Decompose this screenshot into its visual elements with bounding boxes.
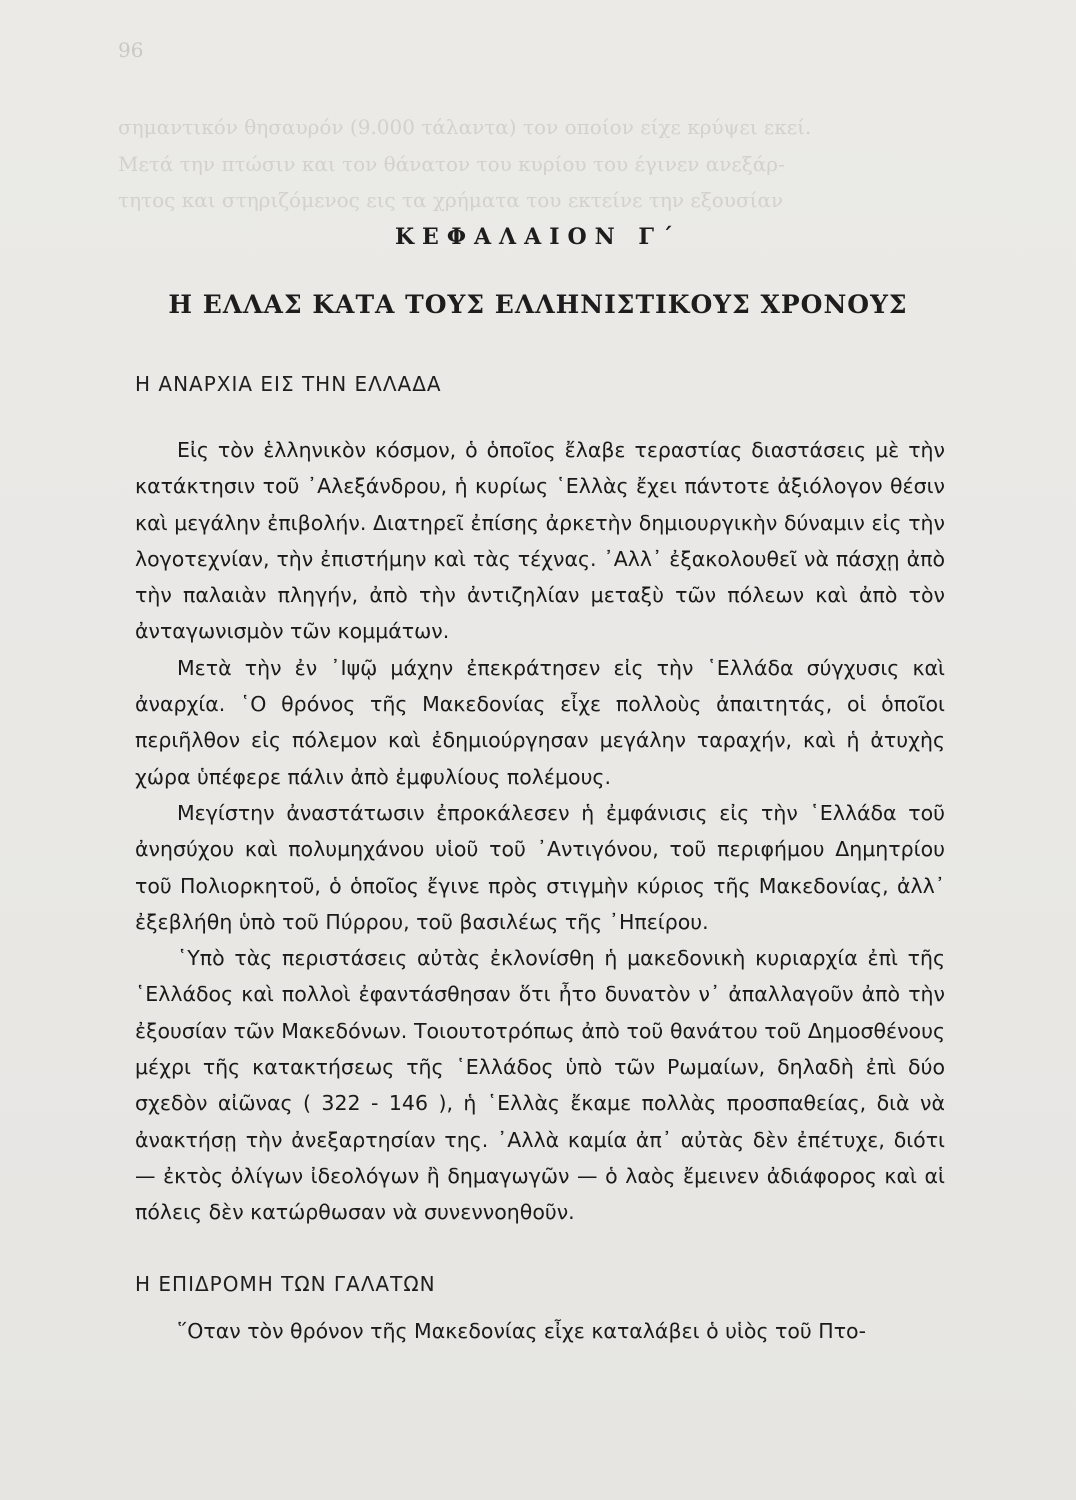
chapter-label: ΚΕΦΑΛΑΙΟΝ Γ΄ [394,224,682,250]
section-heading-anarchy: Η ΑΝΑΡΧΙΑ ΕΙΣ ΤΗΝ ΕΛΛΑΔΑ [135,372,442,396]
bleed-through-line: Μετά την πτώσιν και τον θάνατον του κυρίου του έγινεν ανεξάρ- [118,152,785,176]
paragraph: Μετὰ τὴν ἐν ᾿Ιψῷ μάχην ἐπεκράτησεν εἰς τὴν ῾Ελλάδα σύγχυσις καὶ ἀναρχία. ῾Ο θρόνος τῆς Μακεδονίας εἶχε πολλοὺς ἀπαιτητάς, οἱ ὁποῖοι περιῆλθον εἰς πόλεμον καὶ ἐδημιούργησαν μεγάλην ταραχήν, καὶ ἡ ἀτυχὴς χώρα ὑπέφερε πάλιν ἀπὸ ἐμφυλίους πολέμους. [135,655,945,789]
bleed-through-line: σημαντικόν θησαυρόν (9.000 τάλαντα) τον οποίον είχε κρύψει εκεί. [118,115,812,139]
paragraph: Εἰς τὸν ἑλληνικὸν κόσμον, ὁ ὁποῖος ἔλαβε τεραστίας διαστάσεις μὲ τὴν κατάκτησιν τοῦ ᾿Αλεξάνδρου, ἡ κυρίως ῾Ελλὰς ἔχει πάντοτε ἀξιόλογον θέσιν καὶ μεγάλην ἐπιβολήν. Διατηρεῖ ἐπίσης ἀρκετὴν δημιουργικὴν δύναμιν εἰς τὴν λογοτεχνίαν, τὴν ἐπιστήμην καὶ τὰς τέχνας. ᾿Αλλ᾿ ἐξακολουθεῖ νὰ πάσχῃ ἀπὸ τὴν παλαιὰν πληγήν, ἀπὸ τὴν ἀντιζηλίαν μεταξὺ τῶν πόλεων καὶ ἀπὸ τὸν ἀνταγωνισμὸν τῶν κομμάτων. [135,438,945,644]
page-number: 96 [118,38,144,62]
bleed-through-line: τητος και στηριζόμενος εις τα χρήματα του εκτείνε την εξουσίαν [118,188,784,212]
section-body-anarchy [135,432,945,1231]
section-heading-galatians: Η ΕΠΙΔΡΟΜΗ ΤΩΝ ΓΑΛΑΤΩΝ [135,1272,436,1296]
paragraph-first-line: ῞Οταν τὸν θρόνον τῆς Μακεδονίας εἶχε καταλάβει ὁ υἱὸς τοῦ Πτο- [177,1319,866,1343]
paragraph: Μεγίστην ἀναστάτωσιν ἐπροκάλεσεν ἡ ἐμφάνισις εἰς τὴν ῾Ελλάδα τοῦ ἀνησύχου καὶ πολυμηχάνου υἱοῦ τοῦ ᾿Αντιγόνου, τοῦ περιφήμου Δημητρίου τοῦ Πολιορκητοῦ, ὁ ὁποῖος ἔγινε πρὸς στιγμὴν κύριος τῆς Μακεδονίας, ἀλλ᾿ ἐξεβλήθη ὑπὸ τοῦ Πύρρου, τοῦ βασιλέως τῆς ᾿Ηπείρου. [135,800,945,934]
paragraph: ῾Υπὸ τὰς περιστάσεις αὐτὰς ἐκλονίσθη ἡ μακεδονικὴ κυριαρχία ἐπὶ τῆς ῾Ελλάδος καὶ πολλοὶ ἐφαντάσθησαν ὅτι ἦτο δυνατὸν ν᾿ ἀπαλλαγοῦν ἀπὸ τὴν ἐξουσίαν τῶν Μακεδόνων. Τοιουτοτρόπως ἀπὸ τοῦ θανάτου τοῦ Δημοσθένους μέχρι τῆς κατακτήσεως τῆς ῾Ελλάδος ὑπὸ τῶν Ρωμαίων, δηλαδὴ ἐπὶ δύο σχεδὸν αἰῶνας ( 322 - 146 ), ἡ ῾Ελλὰς ἔκαμε πολλὰς προσπαθείας, διὰ νὰ ἀνακτήσῃ τὴν ἀνεξαρτησίαν της. ᾿Αλλὰ καμία ἀπ᾿ αὐτὰς δὲν ἐπέτυχε, διότι — ἐκτὸς ὀλίγων ἰδεολόγων ἢ δημαγωγῶν — ὁ λαὸς ἔμεινεν ἀδιάφορος καὶ αἱ πόλεις δὲν κατώρθωσαν νὰ συνεννοηθοῦν. [135,946,945,1225]
chapter-title: Η ΕΛΛΑΣ ΚΑΤΑ ΤΟΥΣ ΕΛΛΗΝΙΣΤΙΚΟΥΣ ΧΡΟΝΟΥΣ [168,290,908,319]
